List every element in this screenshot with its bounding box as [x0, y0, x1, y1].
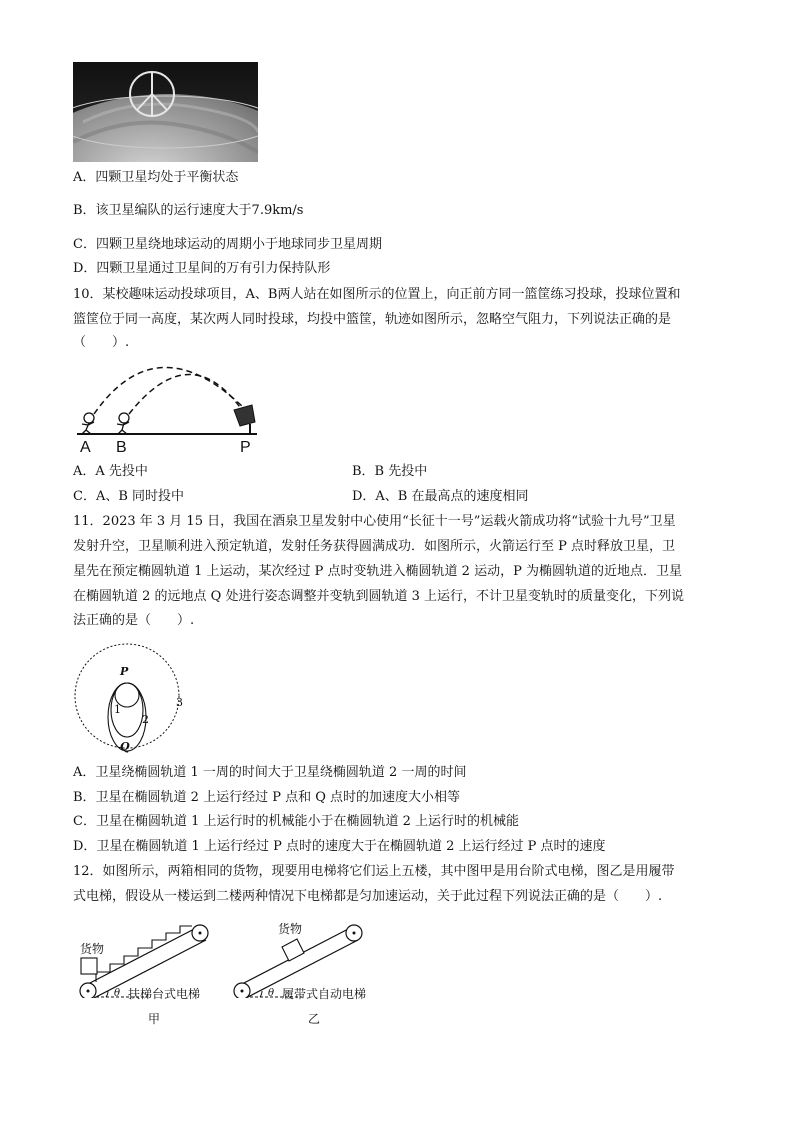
q11-stem-line: 在椭圆轨道 2 的远地点 Q 处进行姿态调整并变轨到圆轨道 3 上运行，不计卫星变轨时的质量变化，下列说: [73, 589, 684, 604]
orbit-label-1: 1: [114, 703, 121, 716]
escalator-name: 扶梯台式电梯: [128, 987, 201, 1001]
q10-stem-line: 篮筐位于同一高度，某次两人同时投球，均投中篮筐，轨迹如图所示，忽略空气阻力，下列说法正确的是: [73, 312, 672, 327]
escalator-name: 履带式自动电梯: [282, 987, 367, 1001]
q11-option-c: C．卫星在椭圆轨道 1 上运行时的机械能小于在椭圆轨道 2 上运行时的机械能: [73, 814, 520, 829]
q12-stem-line: 式电梯，假设从一楼运到二楼两种情况下电梯都是匀加速运动，关于此过程下列说法正确的是（ ）.: [73, 889, 663, 904]
q11-stem-line: 11．2023 年 3 月 15 日，我国在酒泉卫星发射中心使用“长征十一号”运载火箭成功将“试验十九号”卫星: [73, 514, 676, 529]
q11-option-b: B．卫星在椭圆轨道 2 上运行经过 P 点和 Q 点时的加速度大小相等: [73, 790, 461, 805]
label-b: B: [116, 439, 127, 456]
angle-label: θ: [268, 988, 275, 999]
label-a: A: [80, 439, 91, 456]
label-p: P: [240, 439, 251, 456]
q10-option-b: B．B 先投中: [352, 464, 428, 479]
q9-option-b: B．该卫星编队的运行速度大于7.9km/s: [73, 203, 304, 218]
angle-label: θ: [114, 988, 121, 999]
q10-stem-line: 10．某校趣味运动投球项目，A、B两人站在如图所示的位置上，向正前方同一篮筐练习投球，投球位置和: [73, 287, 681, 302]
q12-figure-jia: [78, 918, 253, 1028]
q9-option-a: A．四颗卫星均处于平衡状态: [73, 170, 239, 185]
cargo-label: 货物: [80, 942, 105, 956]
q12-stem-line: 12．如图所示，两箱相同的货物，现要用电梯将它们运上五楼，其中图甲是用台阶式电梯，图乙是用履带: [73, 864, 675, 879]
q11-stem-line: 发射升空，卫星顺利进入预定轨道，发射任务获得圆满成功．如图所示，火箭运行至 P 点时释放卫星，卫: [73, 539, 676, 554]
q11-orbit-figure: [70, 640, 200, 760]
q11-stem-line: 星先在预定椭圆轨道 1 上运动，某次经过 P 点时变轨进入椭圆轨道 2 运动，P 为椭圆轨道的近地点．卫星: [73, 564, 682, 579]
earth-satellite-photo: [73, 62, 258, 162]
q10-stem-line: （ ）.: [73, 335, 130, 350]
q10-option-d: D．A、B 在最高点的速度相同: [352, 489, 529, 504]
q10-option-c: C．A、B 同时投中: [73, 489, 185, 504]
caption-yi: 乙: [308, 1012, 321, 1026]
q12-figure-yi: [232, 918, 407, 1028]
q11-option-d: D．卫星在椭圆轨道 1 上运行经过 P 点时的速度大于在椭圆轨道 2 上运行经过 P 点时的速度: [73, 839, 606, 854]
q10-figure: [72, 352, 272, 462]
cargo-label: 货物: [278, 922, 303, 936]
orbit-label-3: 3: [176, 696, 183, 709]
q11-stem-line: 法正确的是（ ）.: [73, 613, 195, 628]
q11-option-a: A．卫星绕椭圆轨道 1 一周的时间大于卫星绕椭圆轨道 2 一周的时间: [73, 765, 467, 780]
q10-option-a: A．A 先投中: [73, 464, 148, 479]
orbit-label-2: 2: [142, 713, 149, 726]
caption-jia: 甲: [148, 1012, 161, 1026]
q9-option-c: C．四颗卫星绕地球运动的周期小于地球同步卫星周期: [73, 237, 382, 252]
q9-option-d: D．四颗卫星通过卫星间的万有引力保持队形: [73, 261, 331, 276]
orbit-label-q: Q: [120, 740, 130, 753]
orbit-label-p: P: [120, 665, 129, 678]
